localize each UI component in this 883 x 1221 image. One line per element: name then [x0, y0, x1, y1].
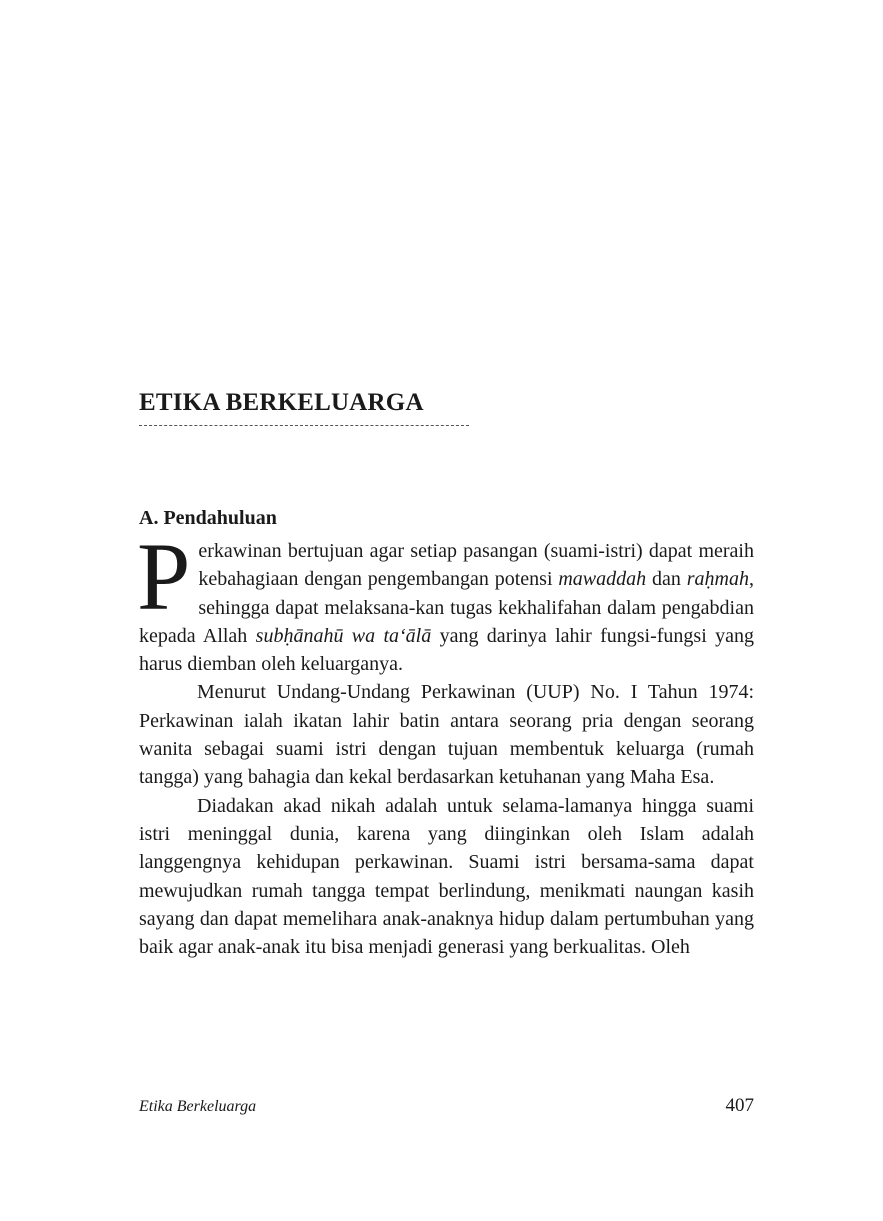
paragraph-1-text: , sehingga dapat melaksana-kan tugas kekhalifahan dalam pengabdian kepada Allah	[139, 568, 754, 647]
term-rahmah: raḥmah	[686, 568, 749, 591]
page-number: 407	[725, 1095, 754, 1116]
paragraph-1-text: dan	[646, 568, 687, 591]
term-mawaddah: mawaddah	[558, 568, 647, 591]
title-dashed-rule	[139, 425, 469, 426]
running-footer-title: Etika Berkeluarga	[139, 1098, 257, 1115]
body-text	[137, 523, 754, 961]
paragraph-1-text: yang darinya lahir fungsi-fungsi yang harus diemban oleh keluarganya.	[139, 624, 754, 676]
chapter-title: ETIKA BERKELUARGA	[139, 389, 424, 416]
paragraph-2: Menurut Undang-Undang Perkawinan (UUP) No. I Tahun 1974: Perkawinan ialah ikatan lahir batin antara seorang pria dengan seorang wanita sebagai suami istri dengan tujuan membentuk keluarga (rumah tangga) yang bahagia dan kekal berdasarkan ketuhanan yang Maha Esa.	[139, 681, 754, 789]
term-subhanahu: subḥānahū wa ta‘ālā	[255, 624, 432, 647]
drop-cap: P	[137, 523, 191, 630]
paragraph-1	[137, 523, 754, 678]
paragraph-1-text: erkawinan bertujuan agar setiap pasangan (suami-istri) dapat meraih kebahagiaan dengan pengembangan potensi	[198, 540, 754, 591]
paragraph-3: Diadakan akad nikah adalah untuk selama-lamanya hingga suami istri meninggal dunia, karena yang diinginkan oleh Islam adalah langgengnya kehidupan perkawinan. Suami istri bersama-sama dapat mewujudkan rumah tangga tempat berlindung, menikmati naungan kasih sayang dan dapat memelihara anak-anaknya hidup dalam pertumbuhan yang baik agar anak-anak itu bisa menjadi generasi yang berkualitas. Oleh	[139, 794, 754, 959]
section-heading: A. Pendahuluan	[139, 507, 277, 529]
